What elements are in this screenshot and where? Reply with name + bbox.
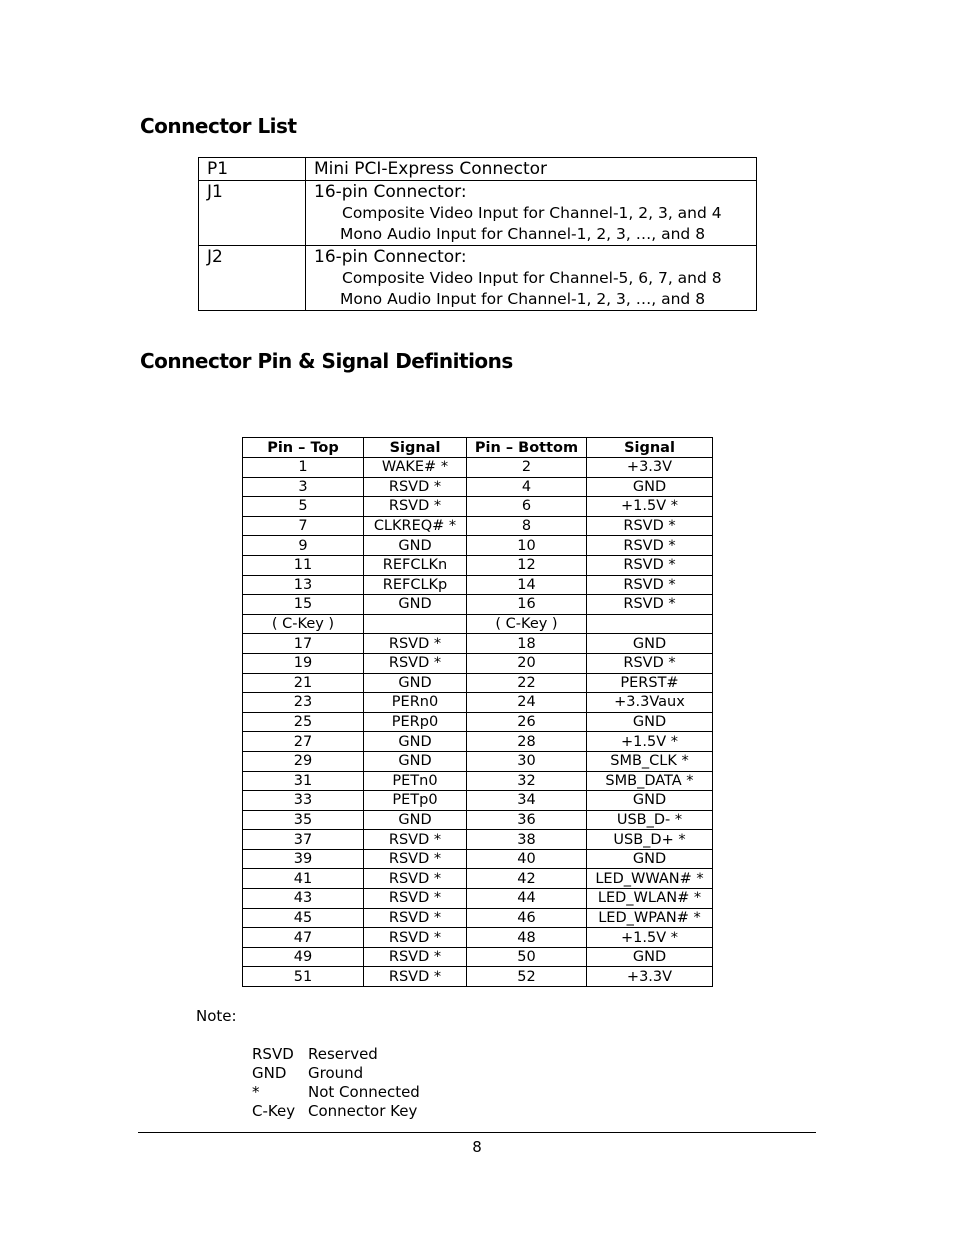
pin-bottom-cell: 44 xyxy=(467,889,587,909)
pin-table-row xyxy=(243,889,713,909)
pin-top-cell: 5 xyxy=(243,497,364,517)
pin-top-cell: 19 xyxy=(243,653,364,673)
signal-bottom-cell: +1.5V * xyxy=(587,732,713,752)
pin-table-row xyxy=(243,477,713,497)
signal-top-cell: RSVD * xyxy=(364,497,467,517)
note-abbreviation: GND xyxy=(252,1064,287,1082)
signal-bottom-cell: SMB_DATA * xyxy=(587,771,713,791)
pin-table-row xyxy=(243,653,713,673)
signal-top-cell: GND xyxy=(364,595,467,615)
pin-table-row xyxy=(243,830,713,850)
page-number: 8 xyxy=(472,1138,482,1156)
signal-top-cell: PERn0 xyxy=(364,693,467,713)
pin-bottom-cell: 4 xyxy=(467,477,587,497)
signal-top-cell: GND xyxy=(364,732,467,752)
signal-top-cell: RSVD * xyxy=(364,928,467,948)
pin-top-cell: 3 xyxy=(243,477,364,497)
pin-bottom-cell: ( C-Key ) xyxy=(467,614,587,634)
signal-bottom-cell: +3.3V xyxy=(587,458,713,478)
signal-top-cell: RSVD * xyxy=(364,947,467,967)
signal-bottom-cell: RSVD * xyxy=(587,516,713,536)
connector-title: 16-pin Connector: xyxy=(314,247,467,267)
signal-bottom-cell: +3.3Vaux xyxy=(587,693,713,713)
pin-bottom-cell: 30 xyxy=(467,751,587,771)
signal-bottom-cell: PERST# xyxy=(587,673,713,693)
pin-bottom-cell: 42 xyxy=(467,869,587,889)
signal-top-cell: PETn0 xyxy=(364,771,467,791)
pin-table-row xyxy=(243,771,713,791)
pin-table-row xyxy=(243,869,713,889)
connector-detail-line: Mono Audio Input for Channel-1, 2, 3, …, and 8 xyxy=(340,290,706,308)
signal-top-cell: GND xyxy=(364,751,467,771)
signal-bottom-cell: GND xyxy=(587,477,713,497)
pin-table-row xyxy=(243,810,713,830)
pin-table-row xyxy=(243,634,713,654)
pin-table-row xyxy=(243,516,713,536)
header-signal-bottom: Signal xyxy=(587,438,713,458)
connector-description xyxy=(306,158,757,181)
signal-top-cell: REFCLKn xyxy=(364,555,467,575)
connector-id: J1 xyxy=(199,181,306,246)
signal-top-cell: GND xyxy=(364,536,467,556)
signal-bottom-cell: LED_WWAN# * xyxy=(587,869,713,889)
pin-table-row xyxy=(243,791,713,811)
signal-bottom-cell: GND xyxy=(587,849,713,869)
pin-top-cell: 13 xyxy=(243,575,364,595)
pin-bottom-cell: 26 xyxy=(467,712,587,732)
pin-bottom-cell: 8 xyxy=(467,516,587,536)
note-item xyxy=(252,1083,420,1102)
signal-top-cell: REFCLKp xyxy=(364,575,467,595)
note-meaning: Ground xyxy=(308,1064,364,1082)
pin-top-cell: 23 xyxy=(243,693,364,713)
pin-bottom-cell: 32 xyxy=(467,771,587,791)
pin-bottom-cell: 10 xyxy=(467,536,587,556)
signal-bottom-cell: +1.5V * xyxy=(587,497,713,517)
note-meaning: Connector Key xyxy=(308,1102,418,1120)
connector-list-table xyxy=(198,157,757,311)
signal-top-cell: RSVD * xyxy=(364,634,467,654)
signal-top-cell: RSVD * xyxy=(364,967,467,987)
pin-table-row xyxy=(243,458,713,478)
pin-top-cell: 39 xyxy=(243,849,364,869)
signal-bottom-cell: GND xyxy=(587,712,713,732)
note-abbreviation: RSVD xyxy=(252,1045,294,1063)
note-label: Note: xyxy=(196,1007,237,1025)
connector-id: P1 xyxy=(199,158,306,181)
signal-top-cell xyxy=(364,614,467,634)
note-meaning: Not Connected xyxy=(308,1083,420,1101)
connector-list-heading: Connector List xyxy=(140,114,297,138)
pin-bottom-cell: 16 xyxy=(467,595,587,615)
pin-table-row xyxy=(243,614,713,634)
signal-bottom-cell: GND xyxy=(587,634,713,654)
pin-bottom-cell: 50 xyxy=(467,947,587,967)
connector-row xyxy=(199,181,757,246)
pin-top-cell: 21 xyxy=(243,673,364,693)
pin-table-row xyxy=(243,536,713,556)
pin-top-cell: 29 xyxy=(243,751,364,771)
pin-table-row xyxy=(243,967,713,987)
signal-top-cell: WAKE# * xyxy=(364,458,467,478)
note-abbreviation: C-Key xyxy=(252,1102,296,1120)
pin-top-cell: 15 xyxy=(243,595,364,615)
connector-title: 16-pin Connector: xyxy=(314,182,467,202)
signal-bottom-cell xyxy=(587,614,713,634)
signal-top-cell: GND xyxy=(364,673,467,693)
pin-top-cell: 51 xyxy=(243,967,364,987)
signal-bottom-cell: +3.3V xyxy=(587,967,713,987)
signal-top-cell: RSVD * xyxy=(364,653,467,673)
pin-top-cell: 25 xyxy=(243,712,364,732)
pin-bottom-cell: 14 xyxy=(467,575,587,595)
connector-title: Mini PCI-Express Connector xyxy=(314,159,548,179)
pin-top-cell: 47 xyxy=(243,928,364,948)
pin-top-cell: 41 xyxy=(243,869,364,889)
connector-row xyxy=(199,158,757,181)
signal-top-cell: RSVD * xyxy=(364,830,467,850)
pin-table-row xyxy=(243,673,713,693)
pin-top-cell: 45 xyxy=(243,908,364,928)
pin-bottom-cell: 46 xyxy=(467,908,587,928)
signal-top-cell: GND xyxy=(364,810,467,830)
pin-table-row xyxy=(243,712,713,732)
signal-top-cell: RSVD * xyxy=(364,477,467,497)
pin-bottom-cell: 18 xyxy=(467,634,587,654)
signal-bottom-cell: LED_WLAN# * xyxy=(587,889,713,909)
signal-bottom-cell: LED_WPAN# * xyxy=(587,908,713,928)
pin-bottom-cell: 34 xyxy=(467,791,587,811)
signal-top-cell: PERp0 xyxy=(364,712,467,732)
header-signal-top: Signal xyxy=(364,438,467,458)
pin-table-row xyxy=(243,575,713,595)
pin-bottom-cell: 36 xyxy=(467,810,587,830)
connector-detail-line: Composite Video Input for Channel-5, 6, 7, and 8 xyxy=(342,269,722,287)
pin-table-row xyxy=(243,555,713,575)
note-item xyxy=(252,1045,420,1064)
pin-top-cell: 27 xyxy=(243,732,364,752)
pin-top-cell: 9 xyxy=(243,536,364,556)
signal-bottom-cell: GND xyxy=(587,791,713,811)
signal-bottom-cell: RSVD * xyxy=(587,536,713,556)
signal-top-cell: CLKREQ# * xyxy=(364,516,467,536)
pin-table-header-row xyxy=(243,438,713,458)
signal-bottom-cell: RSVD * xyxy=(587,555,713,575)
connector-id: J2 xyxy=(199,246,306,311)
pin-bottom-cell: 52 xyxy=(467,967,587,987)
pin-bottom-cell: 20 xyxy=(467,653,587,673)
connector-detail-line: Composite Video Input for Channel-1, 2, 3, and 4 xyxy=(342,204,722,222)
pin-table-row xyxy=(243,928,713,948)
connector-description xyxy=(306,181,757,246)
pin-bottom-cell: 38 xyxy=(467,830,587,850)
pin-bottom-cell: 28 xyxy=(467,732,587,752)
pin-table-row xyxy=(243,849,713,869)
connector-row xyxy=(199,246,757,311)
signal-bottom-cell: GND xyxy=(587,947,713,967)
pin-top-cell: 33 xyxy=(243,791,364,811)
pin-definitions-heading: Connector Pin & Signal Definitions xyxy=(140,349,513,373)
note-list xyxy=(252,1045,420,1121)
pin-top-cell: 17 xyxy=(243,634,364,654)
signal-bottom-cell: RSVD * xyxy=(587,595,713,615)
signal-bottom-cell: USB_D- * xyxy=(587,810,713,830)
connector-detail-line: Mono Audio Input for Channel-1, 2, 3, …, and 8 xyxy=(340,225,706,243)
pin-table-row xyxy=(243,908,713,928)
pin-bottom-cell: 40 xyxy=(467,849,587,869)
signal-bottom-cell: SMB_CLK * xyxy=(587,751,713,771)
connector-description xyxy=(306,246,757,311)
pin-top-cell: 35 xyxy=(243,810,364,830)
pin-top-cell: 43 xyxy=(243,889,364,909)
pin-top-cell: 49 xyxy=(243,947,364,967)
pin-table-row xyxy=(243,497,713,517)
pin-top-cell: 11 xyxy=(243,555,364,575)
pin-top-cell: 7 xyxy=(243,516,364,536)
signal-top-cell: RSVD * xyxy=(364,908,467,928)
pin-bottom-cell: 12 xyxy=(467,555,587,575)
signal-bottom-cell: +1.5V * xyxy=(587,928,713,948)
pin-top-cell: 37 xyxy=(243,830,364,850)
note-abbreviation: * xyxy=(252,1083,260,1101)
signal-top-cell: RSVD * xyxy=(364,889,467,909)
signal-bottom-cell: USB_D+ * xyxy=(587,830,713,850)
pin-top-cell: ( C-Key ) xyxy=(243,614,364,634)
footer-divider xyxy=(138,1132,816,1133)
signal-top-cell: RSVD * xyxy=(364,849,467,869)
pin-bottom-cell: 22 xyxy=(467,673,587,693)
note-item xyxy=(252,1064,420,1083)
pin-table-row xyxy=(243,947,713,967)
pin-table-row xyxy=(243,732,713,752)
signal-bottom-cell: RSVD * xyxy=(587,575,713,595)
pin-table-row xyxy=(243,751,713,771)
note-meaning: Reserved xyxy=(308,1045,378,1063)
pin-table-row xyxy=(243,693,713,713)
pin-table-row xyxy=(243,595,713,615)
header-pin-bottom: Pin – Bottom xyxy=(467,438,587,458)
pin-bottom-cell: 24 xyxy=(467,693,587,713)
note-item xyxy=(252,1102,420,1121)
pin-signal-table xyxy=(242,437,713,987)
signal-bottom-cell: RSVD * xyxy=(587,653,713,673)
pin-bottom-cell: 2 xyxy=(467,458,587,478)
pin-top-cell: 1 xyxy=(243,458,364,478)
pin-bottom-cell: 48 xyxy=(467,928,587,948)
header-pin-top: Pin – Top xyxy=(243,438,364,458)
pin-bottom-cell: 6 xyxy=(467,497,587,517)
signal-top-cell: RSVD * xyxy=(364,869,467,889)
signal-top-cell: PETp0 xyxy=(364,791,467,811)
pin-top-cell: 31 xyxy=(243,771,364,791)
